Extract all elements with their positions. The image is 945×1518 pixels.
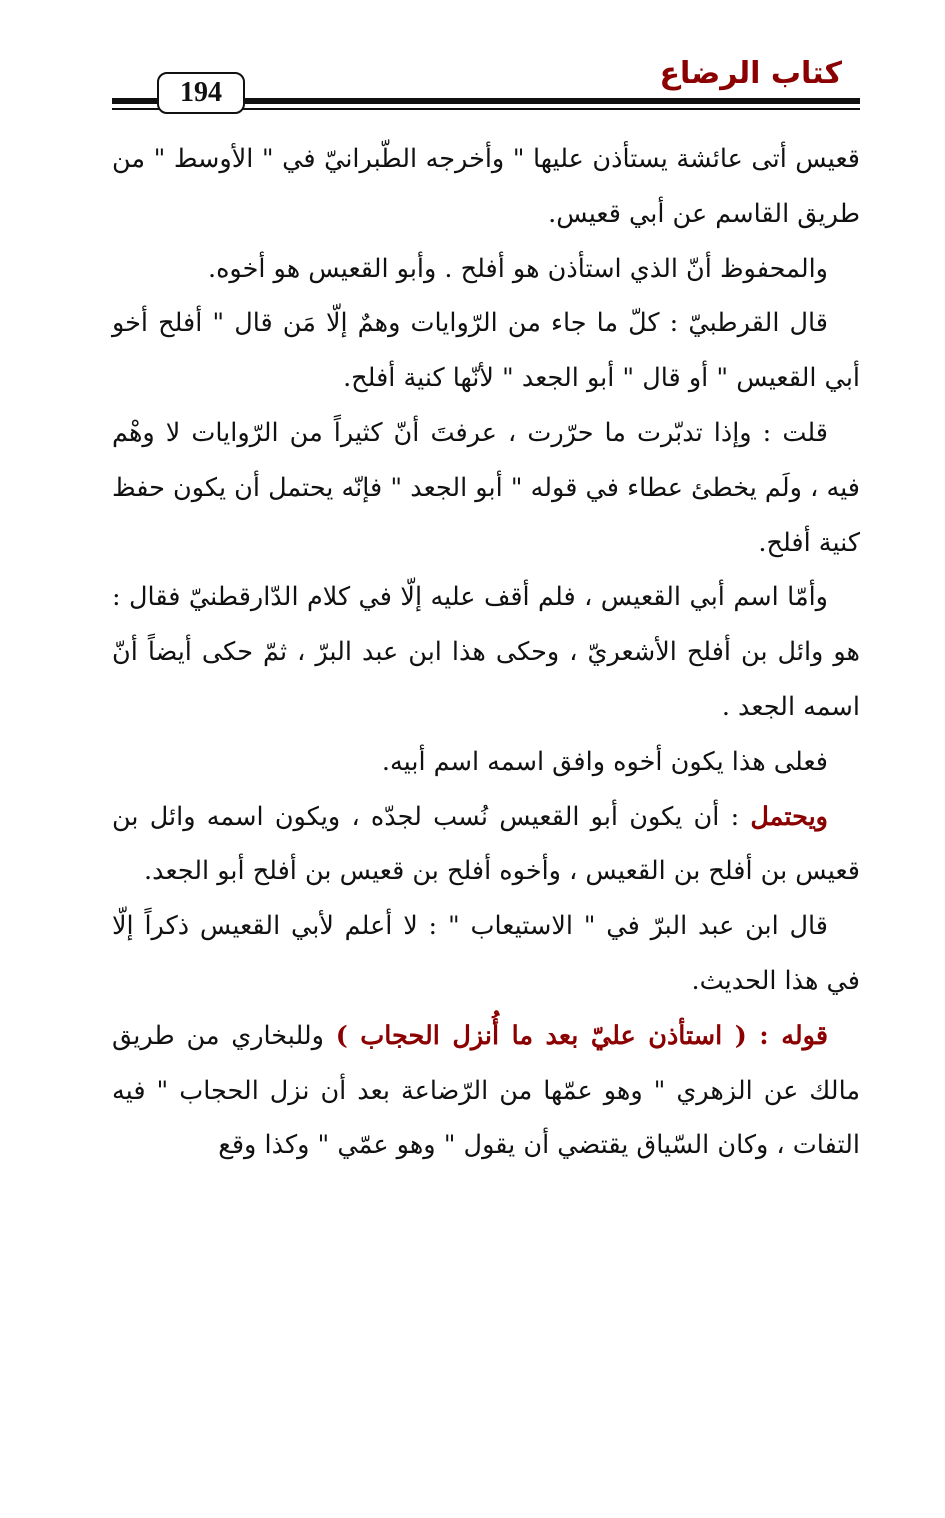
paragraph <box>112 242 860 297</box>
paragraph-text: قال القرطبيّ : كلّ ما جاء من الرّوايات وهمٌ إلّا مَن قال " أفلح أخو أبي القعيس " أو قال " أبو الجعد " لأنّها كنية أفلح. <box>112 308 860 394</box>
paragraph <box>112 132 860 242</box>
paragraph-text: قعيس أتى عائشة يستأذن عليها " وأخرجه الطّبرانيّ في " الأوسط " من طريق القاسم عن أبي قعيس. <box>112 144 860 229</box>
paragraph <box>112 1009 860 1173</box>
paragraph <box>112 735 860 790</box>
paragraph-text: وللبخاري من طريق مالك عن الزهري " وهو عمّها من الرّضاعة بعد أن نزل الحجاب " فيه التفات ، وكان السّياق يقتضي أن يقول " وهو عمّي " وكذا وقع <box>112 1020 860 1161</box>
paragraph-text: فعلى هذا يكون أخوه وافق اسمه اسم أبيه. <box>381 746 828 777</box>
paragraph-text: : أن يكون أبو القعيس نُسب لجدّه ، ويكون اسمه وائل بن قعيس بن أفلح بن القعيس ، وأخوه أفلح بن قعيس بن أفلح أبو الجعد. <box>112 801 860 887</box>
paragraph-text: قلت : وإذا تدبّرت ما حرّرت ، عرفتَ أنّ كثيراً من الرّوايات لا وهْم فيه ، ولَم يخطئ عطاء في قوله " أبو الجعد " فإنّه يحتمل أن يكون حفظ كنية أفلح. <box>112 417 860 558</box>
body-text <box>112 132 860 1173</box>
paragraph <box>112 790 860 900</box>
paragraph-lead: ويحتمل <box>750 801 828 832</box>
paragraph <box>112 406 860 570</box>
page-number: 194 <box>157 72 245 114</box>
paragraph-lead: قوله : ( استأذن عليّ بعد ما أُنزل الحجاب ) <box>335 1020 829 1051</box>
paragraph-text: والمحفوظ أنّ الذي استأذن هو أفلح . وأبو القعيس هو أخوه. <box>207 253 828 284</box>
page-header <box>112 52 860 122</box>
paragraph <box>112 899 860 1009</box>
paragraph-text: وأمّا اسم أبي القعيس ، فلم أقف عليه إلّا في كلام الدّارقطنيّ فقال : هو وائل بن أفلح الأشعريّ ، وحكى هذا ابن عبد البرّ ، ثمّ حكى أيضاً أنّ اسمه الجعد . <box>112 582 860 722</box>
paragraph <box>112 570 860 734</box>
book-title: كتاب الرضاع <box>659 56 842 91</box>
paragraph <box>112 296 860 406</box>
paragraph-text: قال ابن عبد البرّ في " الاستيعاب " : لا أعلم لأبي القعيس ذكراً إلّا في هذا الحديث. <box>112 911 860 996</box>
